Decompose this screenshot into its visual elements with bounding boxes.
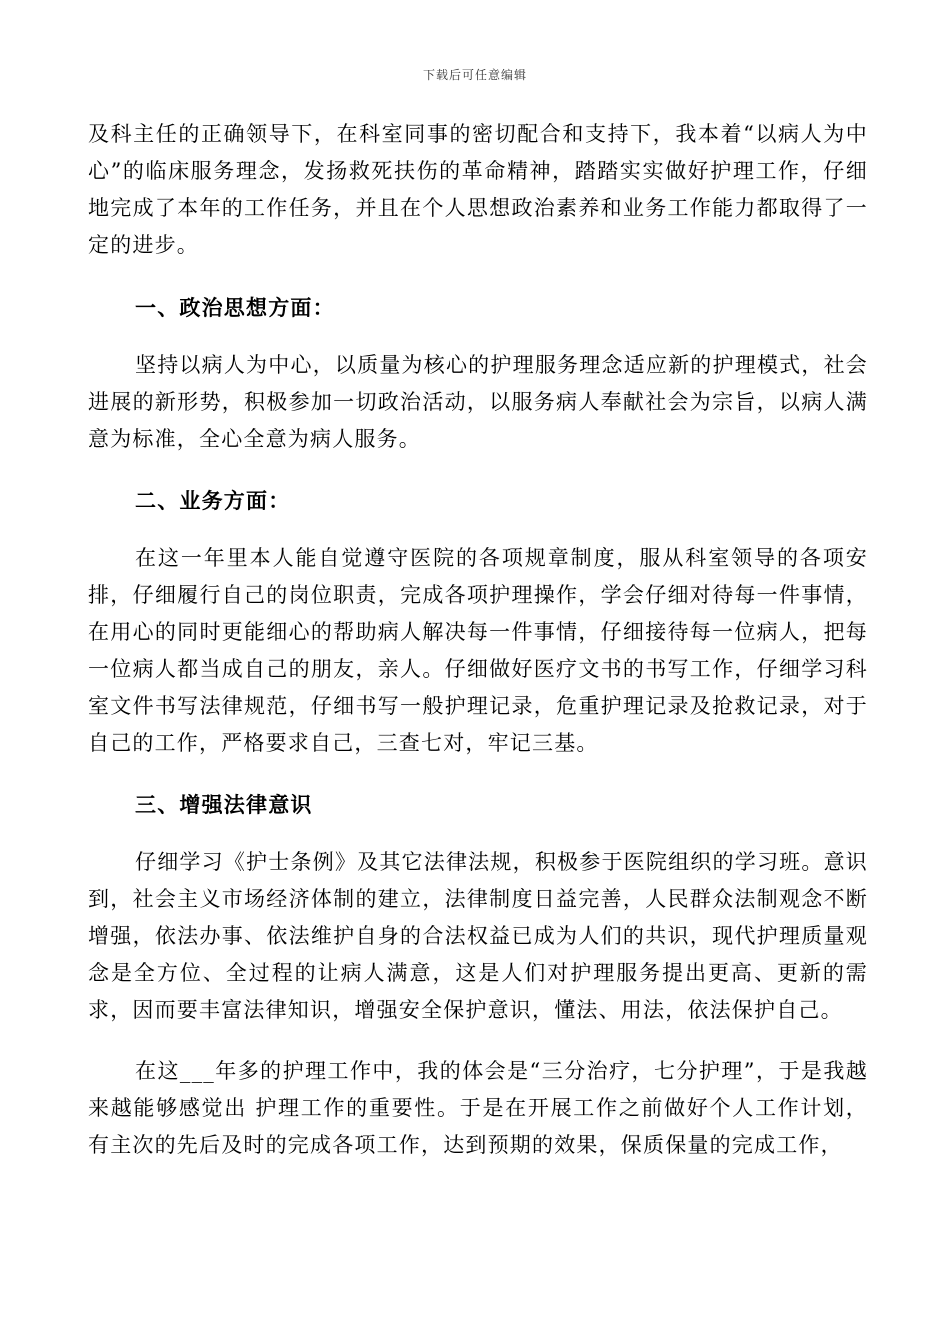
section-heading-law: 三、增强法律意识: [135, 792, 313, 817]
business-paragraph: 在这一年里本人能自觉遵守医院的各项规章制度，服从科室领导的各项安排，仔细履行自己的岗位职责，完成各项护理操作，学会仔细对待每一件事情，在用心的同时更能细心的帮助病人解决每一件事情，仔细接待每一位病人，把每一位病人都当成自己的朋友，亲人。仔细做好医疗文书的书写工作，仔细学习科室文件书写法律规范，仔细书写一般护理记录，危重护理记录及抢救记录，对于自己的工作，严格要求自己，三查七对，牢记三基。: [88, 546, 868, 755]
page-header: 下载后可任意编辑: [422, 68, 527, 82]
experience-paragraph: 在这___年多的护理工作中，我的体会是“三分治疗，七分护理”，于是我越来越能够感觉出 护理工作的重要性。于是在开展工作之前做好个人工作计划，有主次的先后及时的完成各项工作，达到预期的效果，保质保量的完成工作，: [88, 1059, 868, 1157]
document-body: [88, 116, 868, 1164]
intro-paragraph: 及科主任的正确领导下，在科室同事的密切配合和支持下，我本着“以病人为中心”的临床服务理念，发扬救死扶伤的革命精神，踏踏实实做好护理工作，仔细地完成了本年的工作任务，并且在个人思想政治素养和业务工作能力都取得了一定的进步。: [88, 122, 868, 257]
politics-paragraph: 坚持以病人为中心，以质量为核心的护理服务理念适应新的护理模式，社会进展的新形势，积极参加一切政治活动，以服务病人奉献社会为宗旨，以病人满意为标准，全心全意为病人服务。: [88, 353, 868, 451]
law-paragraph: 仔细学习《护士条例》及其它法律法规，积极参于医院组织的学习班。意识到，社会主义市场经济体制的建立，法律制度日益完善，人民群众法制观念不断增强，依法办事、依法维护自身的合法权益已成为人们的共识，现代护理质量观念是全方位、全过程的让病人满意，这是人们对护理服务提出更高、更新的需求，因而要丰富法律知识，增强安全保护意识，懂法、用法，依法保护自己。: [88, 850, 868, 1022]
section-heading-business: 二、业务方面：: [135, 488, 291, 513]
section-heading-politics: 一、政治思想方面：: [135, 295, 335, 320]
